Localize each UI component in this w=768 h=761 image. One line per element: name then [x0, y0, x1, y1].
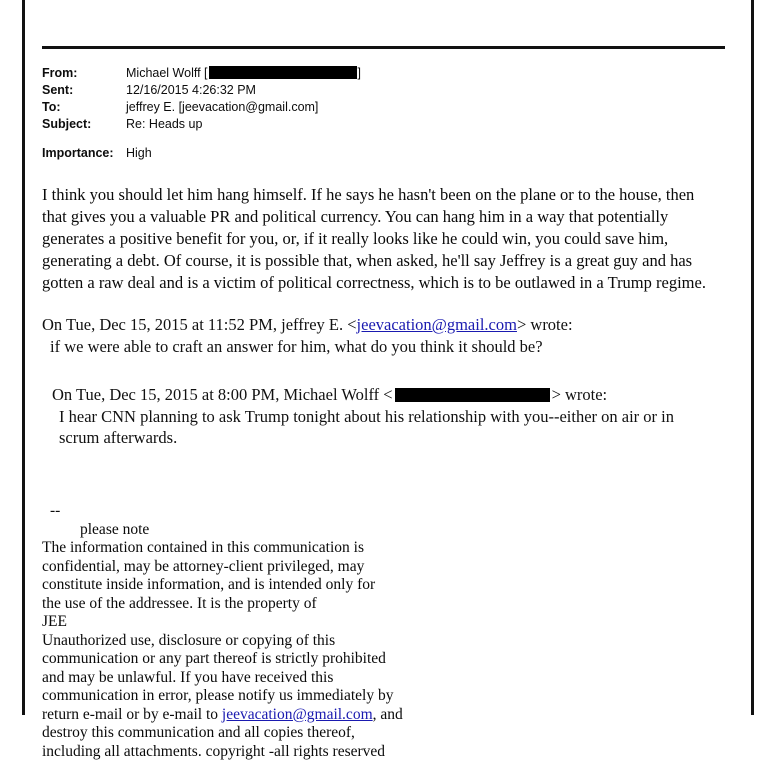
top-divider-rule	[42, 46, 725, 49]
quote1-intro-after: > wrote:	[517, 315, 573, 334]
header-spacer	[42, 133, 742, 145]
quote1-intro-before: On Tue, Dec 15, 2015 at 11:52 PM, jeffrey E. <	[42, 315, 357, 334]
header-value-to: jeffrey E. [jeevacation@gmail.com]	[126, 99, 742, 116]
from-name-text: Michael Wolff [	[126, 66, 208, 80]
email-disclaimer-footer	[42, 502, 642, 761]
quote1-email-link[interactable]: jeevacation@gmail.com	[357, 315, 517, 334]
from-bracket-close: ]	[358, 66, 361, 80]
header-label-subject: Subject:	[42, 116, 126, 133]
footer-line-8: communication in error, please notify us immediately by	[42, 687, 642, 706]
header-row-importance	[42, 145, 742, 162]
redaction-bar-quote	[395, 388, 550, 402]
footer-line-3: the use of the addressee. It is the property of	[42, 595, 642, 614]
footer-line-7: and may be unlawful. If you have received this	[42, 669, 642, 688]
footer-dashes: --	[50, 502, 642, 521]
header-value-sent: 12/16/2015 4:26:32 PM	[126, 82, 742, 99]
footer-return-before: return e-mail or by e-mail to	[42, 706, 222, 723]
footer-email-link[interactable]: jeevacation@gmail.com	[222, 706, 373, 723]
header-row-sent	[42, 82, 742, 99]
footer-line-tail-1: including all attachments. copyright -all rights reserved	[42, 743, 642, 761]
header-row-to	[42, 99, 742, 116]
quote2-intro-before: On Tue, Dec 15, 2015 at 8:00 PM, Michael Wolff <	[52, 385, 393, 404]
footer-line-4: JEE	[42, 613, 642, 632]
header-label-importance: Importance:	[42, 145, 126, 162]
footer-line-5: Unauthorized use, disclosure or copying of this	[42, 632, 642, 651]
footer-line-0: The information contained in this communication is	[42, 539, 642, 558]
quoted-message-2	[52, 384, 702, 448]
left-border-rule	[22, 0, 25, 715]
email-body-text: I think you should let him hang himself. If he says he hasn't been on the plane or to the house, then that gives you a valuable PR and political currency. You can hang him in a way that potentially generates a positive benefit for you, or, if it really looks like he could win, you could save him, generating a debt. Of course, it is possible that, when asked, he'll say Jeffrey is a great guy and has gotten a raw deal and is a victim of political correctness, which is to be outlawed in a Trump regime.	[42, 184, 710, 294]
redaction-bar-from	[209, 66, 357, 79]
email-header-block	[42, 65, 742, 162]
footer-return-after: , and	[373, 706, 403, 723]
header-value-from	[126, 65, 742, 82]
quoted-message-1	[42, 314, 710, 358]
header-value-subject: Re: Heads up	[126, 116, 742, 133]
quote2-intro-after: > wrote:	[552, 385, 608, 404]
quoted-message-2-text: I hear CNN planning to ask Trump tonight about his relationship with you--either on air or in scrum afterwards.	[59, 406, 702, 448]
header-label-from: From:	[42, 65, 126, 82]
footer-line-6: communication or any part thereof is strictly prohibited	[42, 650, 642, 669]
quoted-message-1-intro	[42, 314, 710, 336]
quoted-message-2-intro	[52, 384, 702, 405]
header-row-from	[42, 65, 742, 82]
footer-please-note: please note	[80, 521, 642, 540]
document-content	[42, 0, 742, 761]
footer-line-2: constitute inside information, and is intended only for	[42, 576, 642, 595]
quoted-message-1-text: if we were able to craft an answer for him, what do you think it should be?	[50, 336, 710, 358]
right-border-rule	[751, 0, 754, 715]
header-label-sent: Sent:	[42, 82, 126, 99]
header-row-subject	[42, 116, 742, 133]
header-value-importance: High	[126, 145, 742, 162]
header-label-to: To:	[42, 99, 126, 116]
footer-line-1: confidential, may be attorney-client privileged, may	[42, 558, 642, 577]
footer-line-tail-0: destroy this communication and all copies thereof,	[42, 724, 642, 743]
